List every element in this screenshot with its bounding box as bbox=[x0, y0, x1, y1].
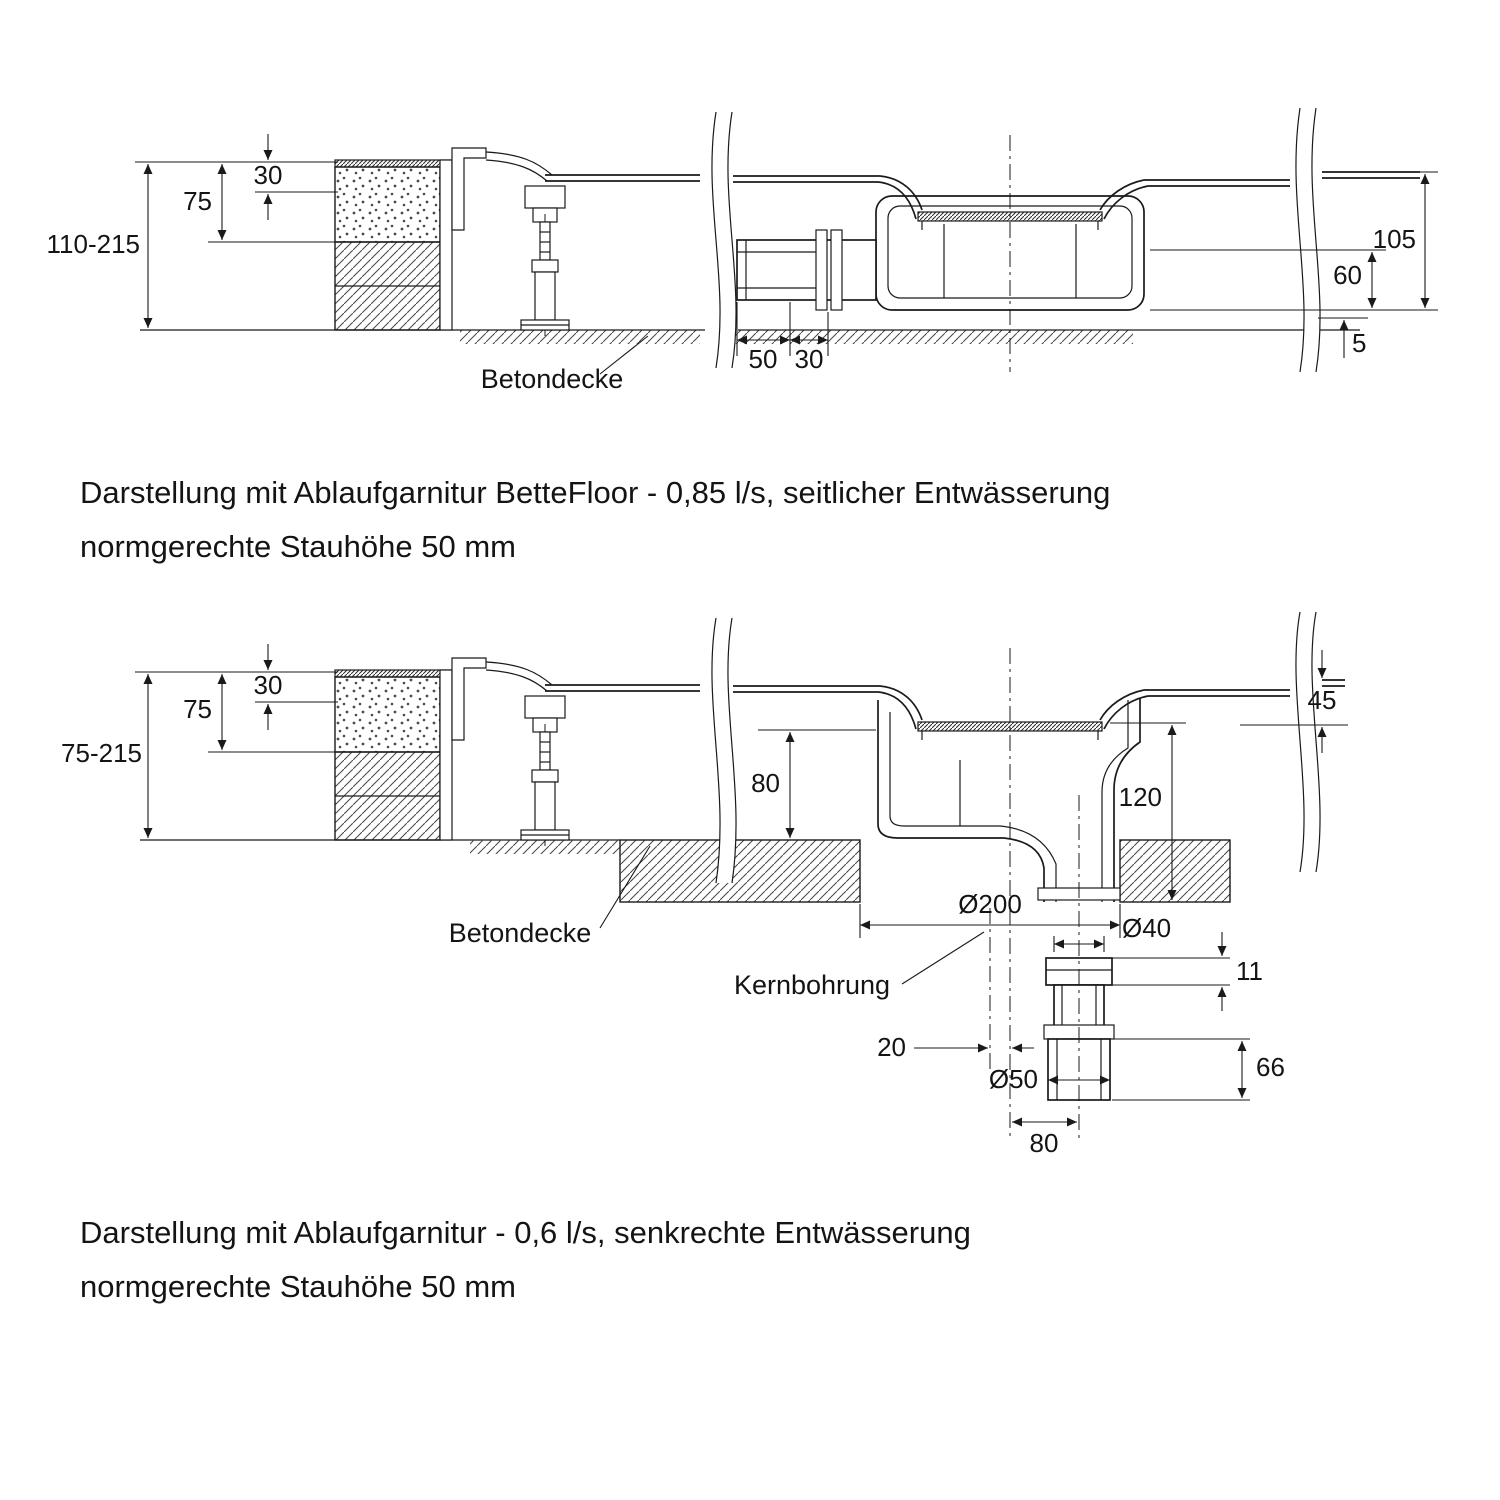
dim-edge-height: 45 bbox=[1307, 685, 1337, 715]
caption-top-diagram bbox=[80, 466, 1110, 574]
dim-pipe50-diameter: Ø50 bbox=[988, 1064, 1038, 1094]
dim-pipe-length: 50 bbox=[748, 344, 778, 374]
dim-tile: 30 bbox=[253, 160, 283, 190]
dim-body-height: 60 bbox=[1333, 260, 1362, 290]
dim-total-height-b: 75-215 bbox=[61, 738, 142, 768]
dim-drain-height: 80 bbox=[751, 768, 780, 798]
label-kernbohrung: Kernbohrung bbox=[733, 970, 891, 1000]
caption-top-line1: Darstellung mit Ablaufgarnitur BetteFloor - 0,85 l/s, seitlicher Entwässerung bbox=[80, 475, 1111, 510]
dim-core-diameter: Ø200 bbox=[958, 889, 1022, 919]
caption-bottom-line2: normgerechte Stauhöhe 50 mm bbox=[80, 1269, 516, 1304]
caption-top-line2: normgerechte Stauhöhe 50 mm bbox=[80, 529, 516, 564]
dim-screed: 75 bbox=[183, 186, 212, 216]
dim-total-height: 110-215 bbox=[46, 229, 140, 259]
dim-pipe40-diameter: Ø40 bbox=[1122, 913, 1172, 943]
dim-socket-height: 11 bbox=[1236, 956, 1263, 986]
caption-bottom-line1: Darstellung mit Ablaufgarnitur - 0,6 l/s, senkrechte Entwässerung bbox=[80, 1215, 971, 1250]
shower-tray-pan-bottom bbox=[545, 680, 1345, 740]
diagram-bottom-vertical-drain bbox=[61, 612, 1348, 1158]
dim-clearance: 5 bbox=[1352, 328, 1367, 358]
dim-offset-80: 80 bbox=[1029, 1128, 1059, 1158]
dim-pipe-offset: 30 bbox=[794, 344, 824, 374]
dim-screed-b: 75 bbox=[183, 694, 212, 724]
label-betondecke-bottom: Betondecke bbox=[448, 918, 592, 948]
kernbohrung-leader bbox=[902, 932, 984, 984]
wall-and-support-assembly-bottom bbox=[335, 658, 569, 846]
dim-offset-20: 20 bbox=[877, 1032, 906, 1062]
dimension-labels-bottom bbox=[61, 670, 1336, 1158]
concrete-slab-top bbox=[140, 330, 1360, 344]
caption-bottom-diagram bbox=[80, 1206, 971, 1314]
dim-pipe50-length: 66 bbox=[1256, 1052, 1285, 1082]
dim-depth: 120 bbox=[1118, 782, 1162, 812]
dim-right-total: 105 bbox=[1372, 224, 1416, 254]
dim-tile-b: 30 bbox=[253, 670, 283, 700]
label-betondecke-top: Betondecke bbox=[480, 364, 624, 394]
wall-and-support-assembly bbox=[335, 148, 569, 336]
diagram-top-side-drain bbox=[47, 108, 1439, 394]
